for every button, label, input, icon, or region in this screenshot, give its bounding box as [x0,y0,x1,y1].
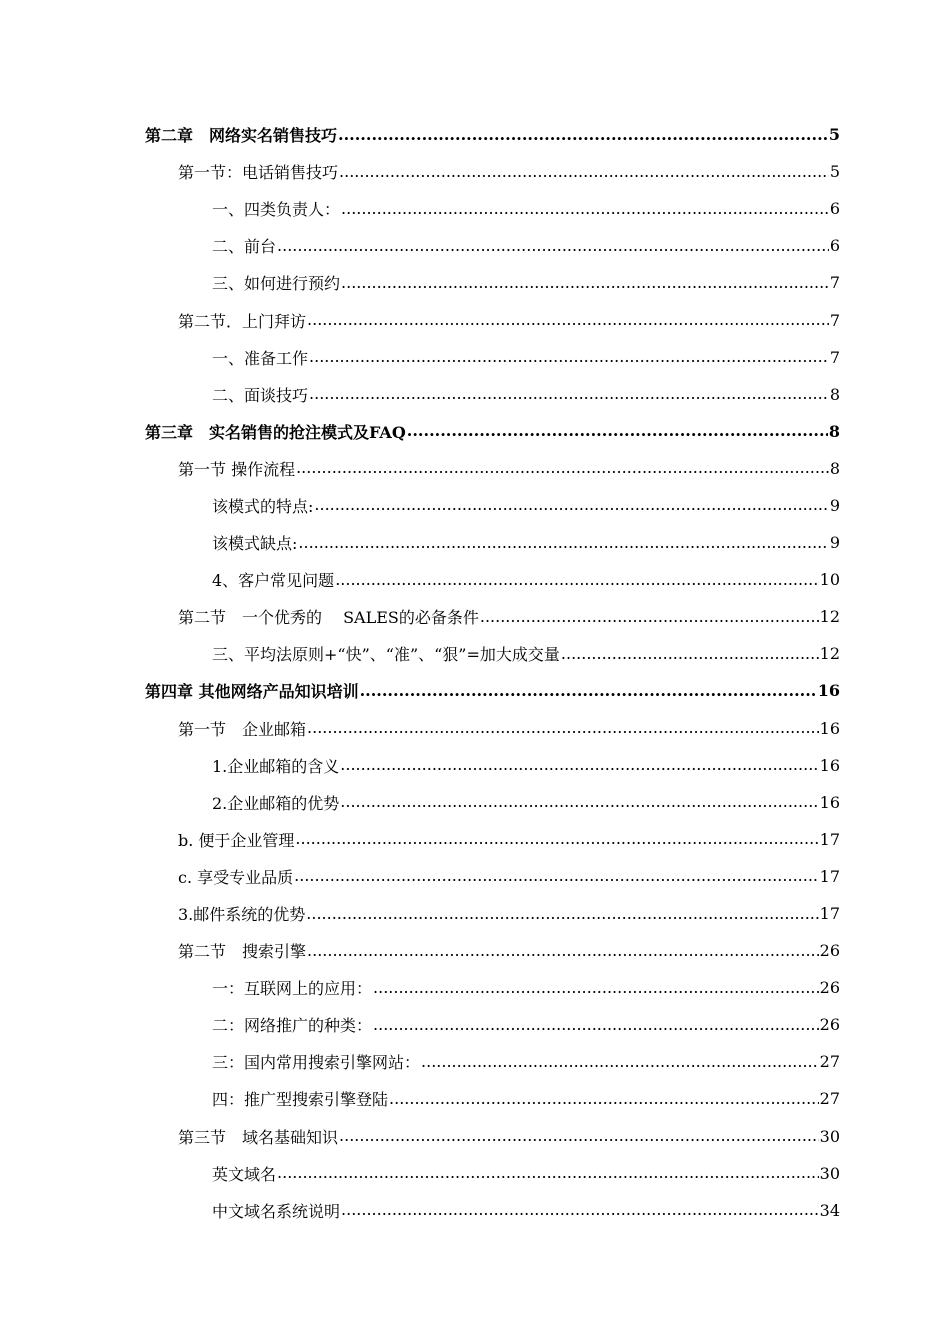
toc-section-entry[interactable] [0,301,950,338]
toc-entry-label: b. 便于企业管理 [178,830,295,850]
toc-page-number: 17 [819,829,840,849]
toc-dot-leader [340,756,818,774]
toc-page-number: 9 [829,495,840,515]
table-of-contents [0,116,950,1229]
toc-dot-leader [360,682,817,700]
toc-subsection-entry[interactable] [0,524,950,561]
toc-subsection-entry[interactable] [0,487,950,524]
toc-entry-label: 中文域名系统说明 [212,1201,341,1221]
toc-page-number: 26 [819,1015,840,1035]
toc-page-number: 7 [829,273,840,293]
toc-subsection-entry[interactable] [0,784,950,821]
toc-entry-label: 二、前台 [212,237,277,257]
toc-dot-leader [421,1053,819,1071]
toc-page-number: 12 [819,607,840,627]
toc-subsection-entry[interactable] [0,635,950,672]
toc-page-number: 6 [829,236,840,256]
toc-entry-label: 4、客户常见问题 [212,571,335,591]
toc-subsection-entry[interactable] [0,1155,950,1192]
toc-subsection-entry[interactable] [0,969,950,1006]
toc-entry-label: 第二章 网络实名销售技巧 [145,126,338,146]
toc-dot-leader [335,571,818,589]
toc-entry-label: 第三章 实名销售的抢注模式及FAQ [145,422,406,442]
toc-entry-label: 一、准备工作 [212,348,309,368]
toc-chapter-entry[interactable] [0,116,950,153]
toc-dot-leader [306,905,818,923]
toc-dot-leader [339,163,829,181]
toc-entry-label: 1.企业邮箱的含义 [212,756,340,776]
toc-dot-leader [339,1127,819,1145]
toc-dot-leader [341,200,829,218]
toc-entry-label: 三、如何进行预约 [212,274,341,294]
toc-entry-label: 一、四类负责人： [212,200,341,220]
toc-page-number: 8 [829,384,840,404]
toc-section-entry[interactable] [0,450,950,487]
toc-dot-leader [338,126,828,144]
toc-section-entry[interactable] [0,821,950,858]
toc-subsection-entry[interactable] [0,1043,950,1080]
toc-entry-label: 2.企业邮箱的优势 [212,793,340,813]
toc-entry-label: 第三节 域名基础知识 [178,1127,339,1147]
toc-entry-label: 二：网络推广的种类： [212,1016,373,1036]
toc-dot-leader [295,830,818,848]
toc-subsection-entry[interactable] [0,227,950,264]
toc-page-number: 27 [819,1052,840,1072]
toc-entry-label: c. 享受专业品质 [178,867,294,887]
toc-dot-leader [341,1201,819,1219]
toc-dot-leader [298,534,828,552]
toc-entry-label: 该模式的特点: [212,496,314,516]
toc-entry-label: 第一节 操作流程 [178,459,296,479]
toc-subsection-entry[interactable] [0,339,950,376]
toc-dot-leader [294,867,819,885]
toc-dot-leader [340,793,818,811]
toc-dot-leader [277,237,829,255]
toc-entry-label: 第二节．上门拜访 [178,311,307,331]
toc-section-entry[interactable] [0,710,950,747]
toc-page-number: 5 [829,162,840,182]
toc-page-number: 8 [829,458,840,478]
toc-section-entry[interactable] [0,932,950,969]
toc-page-number: 30 [819,1163,840,1183]
toc-entry-label: 第二节 一个优秀的 SALES的必备条件 [178,608,479,628]
toc-dot-leader [307,311,829,329]
toc-page-number: 9 [829,533,840,553]
toc-section-entry[interactable] [0,858,950,895]
toc-page-number: 27 [819,1089,840,1109]
toc-subsection-entry[interactable] [0,190,950,227]
toc-dot-leader [389,1090,819,1108]
toc-entry-label: 英文域名 [212,1164,277,1184]
toc-entry-label: 第一节 企业邮箱 [178,719,307,739]
toc-dot-leader [480,608,819,626]
toc-page-number: 16 [819,718,840,738]
toc-page-number: 5 [828,125,840,145]
toc-dot-leader [561,645,819,663]
toc-entry-label: 三：国内常用搜索引擎网站： [212,1053,421,1073]
toc-page-number: 17 [819,904,840,924]
toc-chapter-entry[interactable] [0,672,950,709]
toc-chapter-entry[interactable] [0,413,950,450]
toc-dot-leader [341,274,829,292]
toc-section-entry[interactable] [0,598,950,635]
toc-entry-label: 一：互联网上的应用： [212,979,373,999]
toc-dot-leader [314,496,828,514]
toc-dot-leader [407,422,828,440]
toc-page-number: 26 [819,978,840,998]
toc-entry-label: 3.邮件系统的优势 [178,905,306,925]
toc-section-entry[interactable] [0,1118,950,1155]
toc-dot-leader [296,459,829,477]
toc-page-number: 16 [817,681,840,701]
toc-subsection-entry[interactable] [0,1080,950,1117]
toc-subsection-entry[interactable] [0,1192,950,1229]
toc-page-number: 26 [819,941,840,961]
toc-entry-label: 四：推广型搜索引擎登陆 [212,1090,389,1110]
toc-subsection-entry[interactable] [0,376,950,413]
toc-page-number: 7 [829,310,840,330]
toc-entry-label: 三、平均法原则+“快”、“准”、“狠”=加大成交量 [212,645,560,665]
toc-subsection-entry[interactable] [0,264,950,301]
toc-page-number: 34 [819,1200,840,1220]
toc-dot-leader [277,1164,819,1182]
toc-dot-leader [307,942,819,960]
toc-page-number: 6 [829,199,840,219]
toc-page-number: 10 [819,570,840,590]
toc-page-number: 7 [829,347,840,367]
toc-entry-label: 二、面谈技巧 [212,385,309,405]
toc-page-number: 30 [819,1126,840,1146]
toc-dot-leader [309,385,829,403]
toc-subsection-entry[interactable] [0,747,950,784]
toc-dot-leader [309,348,829,366]
toc-dot-leader [373,1016,819,1034]
toc-subsection-entry[interactable] [0,561,950,598]
toc-section-entry[interactable] [0,153,950,190]
toc-subsection-entry[interactable] [0,1006,950,1043]
toc-page-number: 8 [828,421,840,441]
toc-dot-leader [373,979,819,997]
toc-entry-label: 第二节 搜索引擎 [178,942,307,962]
toc-entry-label: 该模式缺点: [212,534,298,554]
toc-page-number: 16 [819,792,840,812]
toc-page-number: 16 [819,755,840,775]
toc-page-number: 12 [819,644,840,664]
toc-dot-leader [307,719,819,737]
toc-section-entry[interactable] [0,895,950,932]
toc-page-number: 17 [819,866,840,886]
toc-entry-label: 第四章 其他网络产品知识培训 [145,682,359,702]
toc-entry-label: 第一节：电话销售技巧 [178,163,339,183]
